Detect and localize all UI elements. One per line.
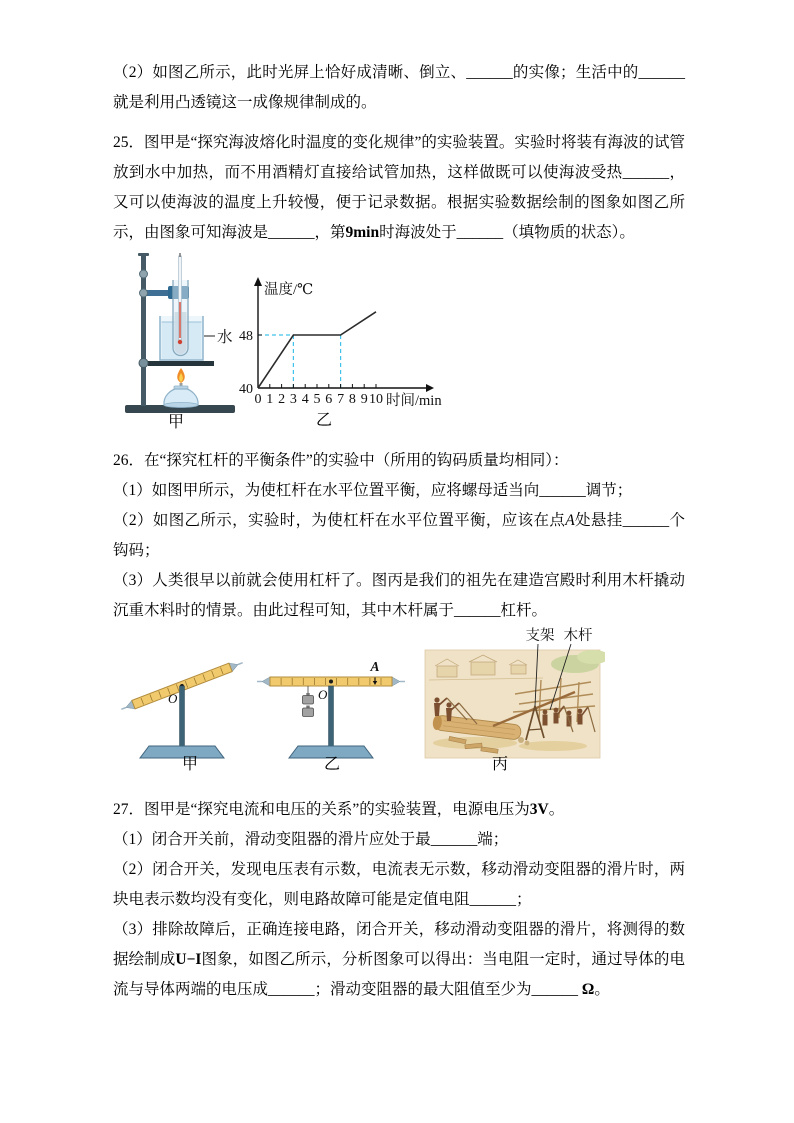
caption-lever-balanced: 乙 [324, 756, 341, 773]
q27-item2-text: （2）闭合开关，发现电压表有示数，电流表无示数，移动滑动变阻器的滑片时，两块电表示数均没有变化，则电路故障可能是定值电阻______； [113, 861, 685, 908]
q25-text-1: 25．图甲是“探究海波熔化时温度的变化规律”的实验装置。实验时将装有海波的试管放到水中加热，而不用酒精灯直接给试管加热，这样做既可以使海波受热______，又可以使海波的温度上升较慢，便于记录数据。根据实验数据绘制的图象如图乙所示，由图象可知海波是______，第 [113, 134, 685, 241]
q27-text-2: 。 [548, 801, 565, 818]
caption-lever-tilted: 甲 [182, 756, 199, 773]
svg-text:4: 4 [301, 392, 309, 407]
svg-text:2: 2 [278, 392, 286, 407]
pole-label: 木杆 [563, 628, 593, 644]
q27-item2 [113, 855, 685, 915]
svg-text:温度/℃: 温度/℃ [264, 282, 314, 298]
caption-graph: 乙 [316, 412, 333, 429]
water-label: 水 [217, 329, 233, 346]
svg-text:40: 40 [239, 382, 253, 397]
svg-text:5: 5 [313, 392, 321, 407]
caption-apparatus: 甲 [168, 414, 185, 431]
weights [303, 686, 314, 717]
q26-intro-text: 26．在“探究杠杆的平衡条件”的实验中（所用的钩码质量均相同）： [113, 452, 569, 469]
q27-item3-text-1: （3）排除故障后，正确连接电路，闭合开关，移动滑动变阻器的滑片，将测得的数据绘制成 [113, 921, 685, 968]
q27-bold-ohm: Ω [581, 981, 595, 998]
q24-part2-paragraph [113, 58, 685, 118]
q26-item2-text-1: （2）如图乙所示，实验时，为使杠杆在水平位置平衡，应该在点 [113, 512, 566, 529]
q27-item1-text: （1）闭合开关前，滑动变阻器的滑片应处于最______端； [113, 831, 509, 848]
pivot-label-balanced: O [318, 687, 328, 702]
melting-apparatus-figure [124, 252, 242, 417]
point-a-label: A [370, 659, 380, 674]
q27-item3-text-2: 图象，如图乙所示，分析图象可以得出：当电阻一定时，通过导体的电流与导体两端的电压成______；滑动变阻器的最大阻值至少为______ [113, 951, 685, 998]
q27-text-1: 27．图甲是“探究电流和电压的关系”的实验装置，电源电压为 [113, 801, 530, 818]
q26-item3-text: （3）人类很早以前就会使用杠杆了。图丙是我们的祖先在建造宫殿时利用木杆撬动沉重木料时的情景。由此过程可知，其中木杆属于______杠杆。 [113, 572, 685, 619]
q27-bold-3v: 3V [529, 801, 549, 818]
q27-bold-ui: U−I [175, 951, 202, 968]
thermometer [178, 253, 182, 344]
q26-item2 [113, 506, 685, 566]
svg-text:0: 0 [254, 392, 262, 407]
alcohol-lamp [164, 383, 198, 408]
question-24-part2 [113, 58, 685, 118]
lever-balanced-figure [251, 630, 411, 762]
svg-text:3: 3 [289, 392, 297, 407]
q26-intro [113, 446, 685, 476]
lever-tilted-figure [106, 630, 266, 762]
q25-paragraph [113, 128, 685, 248]
q27-item3 [113, 915, 685, 1005]
svg-text:8: 8 [348, 392, 356, 407]
wire-gauze [148, 361, 214, 366]
support-label: 支架 [525, 628, 555, 644]
q26-item2-text-2: 处悬挂______个钩码； [113, 512, 685, 559]
svg-text:48: 48 [239, 329, 253, 344]
ancient-construction-figure [423, 624, 605, 764]
q26-item1-text: （1）如图甲所示，为使杠杆在水平位置平衡，应将螺母适当向______调节； [113, 482, 633, 499]
right-end-arrow-icon [392, 677, 400, 686]
q24-part2-text: （2）如图乙所示，此时光屏上恰好成清晰、倒立、______的实像；生活中的______就是利用凸透镜这一成像规律制成的。 [113, 64, 685, 111]
pivot-label-tilted: O [168, 691, 178, 706]
svg-text:9: 9 [360, 392, 368, 407]
flame-icon [177, 368, 185, 383]
stand-rod [180, 686, 185, 746]
q27-item3-text-3: 。 [594, 981, 610, 998]
question-26 [113, 446, 685, 626]
svg-text:1: 1 [266, 392, 274, 407]
q26-item3 [113, 566, 685, 626]
q26-item2-point-a: A [565, 512, 575, 529]
svg-text:时间/min: 时间/min [386, 393, 442, 409]
temperature-time-chart [230, 270, 465, 430]
caption-scene: 丙 [492, 756, 509, 773]
q25-bold-9min: 9min [345, 224, 380, 241]
q27-head [113, 795, 685, 825]
q27-item1 [113, 825, 685, 855]
stand-rod [329, 686, 334, 746]
q25-text-2: 时海波处于______（填物质的状态）。 [379, 224, 635, 241]
svg-text:7: 7 [337, 392, 345, 407]
svg-text:6: 6 [325, 392, 333, 407]
pivot-dot [329, 680, 333, 684]
left-end-arrow-icon [262, 677, 270, 686]
question-25 [113, 128, 685, 248]
svg-text:10: 10 [369, 392, 383, 407]
q26-item1 [113, 476, 685, 506]
question-27 [113, 795, 685, 1005]
